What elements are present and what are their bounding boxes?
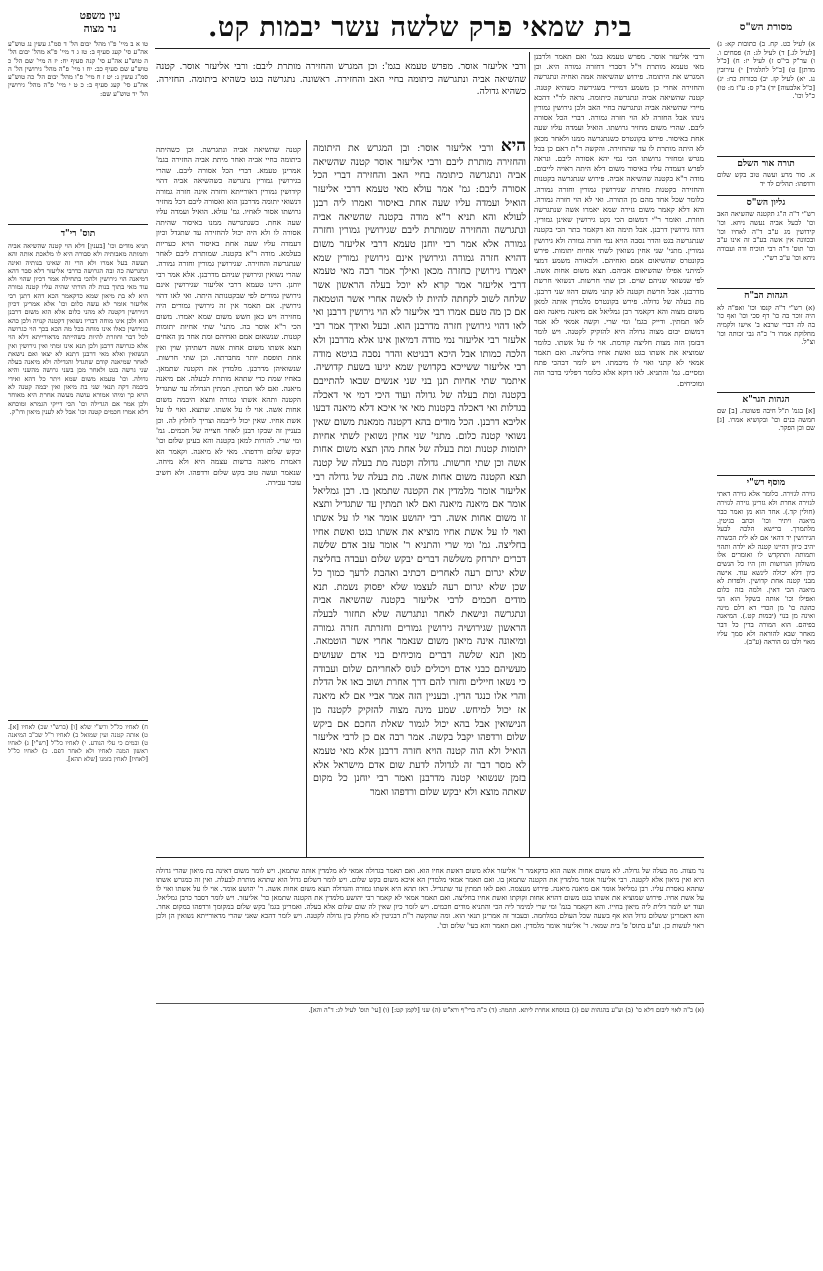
masoret-hashas-text: א) לעיל כט. קח. ב) כתובות קא: ג) [לעיל לג.] ד) לעיל לג: ה) פסחים ו. ו) ער"ק בי"ס ז) לעיל יז: ח) [כ"ל מדתן] ט) [כ"ל לתלמיד] י) עירובין נג. יא) לעיל קז. יב) בכורות כח: יג) [כ"ל אלבעוה] יד) ב"ק ס: ע"ז מ: טו) כ"ל וכו'. xyxy=(717,40,815,101)
tosafot-rid-title: תוס' רי"ד xyxy=(8,224,148,239)
main-top-text xyxy=(156,52,526,140)
column-divider-right xyxy=(529,52,530,857)
torah-or-title: תורה אור השלם xyxy=(717,156,815,168)
hagahot-bach-text: (א) רש"י ד"ה קנסו וכו' ואפ"ה לא היה זוכר בה כו' דף סכי וכו' ואף כו' בה לה דברי שרבא ב' אישו ולקמיה מחלוקת אמרו ד' כ"ה גבי זכותה וכו' וצ"ל. xyxy=(717,303,815,347)
ein-mishpat-text: טו א ב מיי' פ"ו מהל' יבום הל' ד סמ"ג עשין נג טוש"ע אה"ע סי' קעג סעיף ב: טז ג ד מיי' פ"א מהל' יבום הל' ה טוש"ע אה"ע סי' קנה סעיף יח: יז ה מיי' שם הל' כ טוש"ע שם סעיף כב: יח ו מיי' פ"ה מהל' גירושין הל' ה סמ"ג עשין נ: יט ז ח מיי' פ"ו מהל' יבום הל' כה טוש"ע אה"ע סי' קעג סעיף ב: כ ט י מיי' פ"ה מהל' גירושין הל' יד טוש"ע שם: xyxy=(8,40,148,98)
left-margin xyxy=(8,40,148,804)
tosafot-rid-text: תניא מודים וכו' [בענין] דלא הוי קטנה שהשיאה אביה ותמותה מאבותיה ולא סבורה היא לו מלאכת אותה והא תעשה בעל אמרו ולא הרי זה שאינו בנותיה ואינה ונתגרשה כה ובה הגרושה כדרבי אליעזר דלא סבר דהא דמיאנה הוי גירושין ולהכי בתחילה אמר דכיון שהוי ולא עוד מאי בתוך בנות לה הורתי שהיה עליו קטנה גמורה היא לא בת מיאון שמא כדקאמר הכא דהא דתנן רבי אליעזר אומר לא עשה כלום וכו' אלא אמרינן דכיון דגירושין דקטנה לא מהני כלום אלא הוא משום דרבנן הוא ולכן אינו מוחה דבריו נשואין דקטנה קנויה ולכן כהא בגירושין כאלו אינו מוחה בכל מה הכא בכך הוי כגרושה לכל דבר וחוזרת להיות כשהייתה מדאורייתא דלא הוי אלא כגרושה דרבנן ולכן תנא אינו ומתי ואין גירושין ואין הנשואין ואלא מאי דרבנן דתנא לא יצאו ואם נישאת לאחר שמיאנה קודם שתגדל והגדילה ולא מיאנה בעלה שני גרשה בגט ולאחר מכן בשני גרושה מהשני והיא גדולה. וכו' טעמא משום שמא ויתר כל דהא ואידי ביבמה דקה תנאי שני בת מיאון ואין יבמה קטנה לא הויא כך ומיהו אמורא עושה מעשה אחרת היא מאוחר ולכן אמר אם הגדילה וכו' הכי דייקי הגמרא ומוכחא דלא אמרו חכמים קטנה וכו' אבל לא לענין מיאון ודו"ק. xyxy=(8,242,148,416)
bottom-commentary-text: נר מצוה. מה בעלה של גדולה. לא משום אחות אשה הוא כדקאמר ר' אליעזר אלא משום דאשת אחיו הוא. ואם תאמר בגדולה אמאי לא מלמדין אותה שתמאן. ויש לומר משום דאינה בת מיאון שהרי גדולה היא ואין מיאון אלא לקטנה. רבי אליעזר אומר מלמדין את הקטנה שתמאן בו. ואם תאמר אמאי מלמדין הא איכא משום בקש שלום. ויש לומר דשלום גדול הוא שתהא מותרת לבעלה. ואין זה כמגרש אשתו שתהא נאסרת עליו. רבן גמליאל אומר אם מיאנה מיאנה. פירוש מעצמה. ואם לאו תמתין עד שתגדיל. דאז תהא היא אשתו גמורה והגדולה תצא משום אחות אשה. ר' יהושע אומר. אוי לו על אשתו ואוי לו על אשת אחיו. פירוש שמוציא את אשתו בגט משום דהויא אחות זקוקתו ואשת אחיו בחליצה. ואם תאמר אמאי לא קאמר רבי יהושע מלמדין את הקטנה שתמאן כר' אליעזר. ויש לומר דסבר כרבן גמליאל. ועוד יש לומר דלית ליה מיאון בחייו. והא דקאמר בגמ' ומי שרי למימר ליה הכי והתניא מודים חכמים. ויש לומר כיון שאין לה שום שלום אלא בעלה. ואמרינן בגמ' בקש שלום במקומך ורדפהו במקום אחר. והא דאמרינן ששלום גדול הוא אף בשעה שכל העולם במלחמה. ובעבור זה אמרינן תנאי הוא. ומה שהקשה ר"ת דבגיטין לא מחלק בין גדולה לקטנה. ויש לומר דהכא שאני שהרי מדאורייתא נשואין הן ולכן ראוי לעשות כן. וע"ע בתוס' פ' בית שמאי. ר' אליעזר אומר מלמדין. ואם תאמר והא בעי' שלום וכו'. xyxy=(156,867,704,930)
footnote: (א) כ"ה לאוי ליבום דלא כו' (ב) וע"ע בהגהות שם (ג) בנוסחא אחרת ליתא. תתמה: (ד) כ"ה ברי"ף ורא"ש (ה) שני [לקמן קט:] (ו) [עי' תוס' לעיל לג: ד"ה והא]. xyxy=(308,1006,704,1014)
right-margin xyxy=(717,40,815,780)
musaf-rashi-title: מוסף רש"י xyxy=(717,475,815,487)
gemara-text: ורבי אליעזר אוסר: ובן המגרש את היתומה והחזירה מותרת ליבם ורבי אליעזר אוסר קטנה שהשיאה אביה ונתגרשה כיתומה בחיי האב והחזירה דברי הכל אסורה ליבם: גמ' אמר עולא מאי טעמא דרבי אליעזר הואיל ועמדה עליו שעה אחת באיסור ואמרו ליה רבנן לעולא והא תניא ר"א מודה בקטנה שהשיאה אביה ונתגרשה והחזירה שמותרת ליבם שגירושין גמורין וחזרה גמורה אלא אמר רבי יוחנן טעמא דרבי אליעזר משום דהויא חזרה גמורה וגירושין אינם גירושין גמורין שמא יאמרו גירושין כחזרה מכאן ואילך אמר רבה מאי טעמא דרבי אליעזר אמר קרא לא יוכל בעלה הראשון אשר שלחה לשוב לקחתה להיות לו לאשה אחרי אשר הוטמאה אם כן מה טעם אמרו רבי אליעזר לא הוי גירושין דרבנן ואי לאו דהוי גירושין חזרה מדרבנן הוא. ובעל ואידך אמר רבי אלעזר רבי אליעזר נמי מודה דמיאון אינו אלא מדרבנן ולא הלכה כמותו אבל היכא דבגיטא והדר נסבה בגיטא מודה רבי אליעזר ששייכא בקדושין שמא יגיעו בשעת קדושיה. איתמר שתי אחיות תנן בני שני אנשים שבאו להתייבם בקטנה ומת בעלה של גדולה ועוד היכי דמי אי דאכלה בגדלות ואי דאכלה בקטנות מאי אי איכא דלא מיאנה דבעו אליבא דרבנן. הכל מודים בהא דקטנה ממאנת משום שאין נשואי קטנה כלום. מתני' שני אחין נשואין לשתי אחיות יתומות קטנות ומת בעלה של אחת מהן תצא משום אחות אשה וכן שתי חרשות. גדולה וקטנה מת בעלה של קטנה תצא הקטנה משום אחות אשה. מת בעלה של גדולה רבי אליעזר אומר מלמדין את הקטנה שתמאן בו. רבן גמליאל אומר אם מיאנה מיאנה ואם לאו תמתין עד שתגדיל ותצא זו משום אחות אשה. רבי יהושע אומר אוי לו על אשתו ואוי לו על אשת אחיו מוציא את אשתו בגט ואשת אחיו בחליצה. גמ' ומי שרי והתניא ר' אומר עזב אדם שלשה דברים יתרחק משלשה דברים יבקש שלום ועבדה בחליצה שלא יגרום רעה לאחרים דכתיב ואהבת לרעך כמוך כל שכן שלא יגרום רעה לעצמו שלא יפסוק נשמת. תנא מודים חכמים לרבי אליעזר בקטנה שהשיאה אביה ונתגרשה ונישאת לאחר ונתגרשה שלא תחזור לבעלה הראשון שגירושיה גירושין גמורים וחזרתה חזרה גמורה ומיאונה אינה מיאון משום שנאמר אחרי אשר הוטמאה. מאן תנא שלשה דברים מוכיחים בני אדם שעושים מעשיהם כבני אדם ויכולים לנוס לאחריהם שלום ועבודה כי נשאו חיילים וחזרו להם דרך אחרת ושוב באו אל הדלת והרי אלו כנגד הדין. ובעניין הזה אמר אביי אם לא מיאנה אז יכול למיחש. שמע מינה מצוה להזקיק לקטנה מן הנישואין אבל בהא יכול לגמור שאלת החכם אם ביקש שלום ורדפהו יקבל בקשה. אמר רבה אם כן לרבי אליעזר הואיל ולא הוה קטנה הויא חזרה דרבנן אלא מאי טעמא לא מסר דבר זה לגדולה לדעת שום אדם מישראל אלא בזמן שנשואי קטנה מדרבנן ואמר רבי יוחנן כל מקום שאתה מוצא ולא יבקש שלום ורדפהו ואמר xyxy=(313,143,526,799)
page-title: בית שמאי פרק שלשה עשר יבמות קט. xyxy=(207,12,633,43)
rashi-column xyxy=(156,145,301,845)
torah-or-text: א. סור מרע ועשה טוב בקש שלום ורדפהו: תהלים לד יד xyxy=(717,171,815,189)
hagahot-gra-text: [א] בגמ' ת"ל חיבה פשוטה. [ב] שם חמשה בנים וכו' ובקושיא אמרו. [ג] שם וכן הפקר. xyxy=(717,407,815,433)
rashi-text: קטנה שהשיאה אביה ונתגרשה. וכן כשהיתה ביתומה בחיי אביה ואחר מיתת אביה החזירה בגמ' אמרינן טעמא. דברי הכל אסורה ליבם. שהרי בגירושין גמורין נתגרשה כשהשיאה אביה דהוי קידושין גמורין דאורייתא וחזרה אינה חזרה גמורה דנשואי יתומה מדרבנן הוא ואסורה ליבם דכל מחזיר גרושתו אסור לאחיו. גמ' עולא. הואיל ועמדה עליו שעה אחת. כשנתגרשה ממנו באיסור שהיתה אסורה לו ולא היה יכול להחזירה עד שתגדל וכיון דעמדה עליו שעה אחת באיסור הויא כעריות בעלמא. מודה ר"א בקטנה. שמותרת ליבם לאחר שנתגרשה והחזירה. שגירושין גמורין וחזרה גמורה. שהרי נשואין וגירושין שניהם מדרבנן. אלא אמר רבי יוחנן. היינו טעמא דרבי אליעזר שגירושין אינם גירושין גמורים לפי שבקטנותה היתה. ואי לאו דהוי גירושין. אם תאמר אין זה גירושין גמורים היה מחזירה ויש כאן חשש משום שמא יאמרו. משום הכי ר"א אוסר בה. מתני' שתי אחיות יתומות קטנות. שנשאום אמם ואחיהם ומת אחד מן האחים תצא אשתו משום אחות אשה דשתיהן שוין ואין אחת תופסת יותר מחברתה. וכן שתי חרשות. שנשואיהן מדרבנן. מלמדין את הקטנה שתמאן. באחיו שמת כדי שתהא מותרת לבעלה. אם מיאנה מיאנה. ואם לאו תמתין. תמתין הגדולה עד שתגדיל הקטנה ותהא אשתו גמורה ותצא היבמה משום אחות אשה. אוי לו על אשתו. שתצא. ואוי לו על אשת אחיו. שאין יכול לייבמה וצריך לחלוץ לה. וכן בעניין זה שבקו רבנן לאחר חצייה של חכמים. גמ' ומי שרי. להורות למאן בקטנה והא בעינן שלום וכו' יבקש שלום ורדפהו. מאי לא מיאנה. וקאמר הא דאמרת מיאנה ברשות עצמה היא ולא מיחה. שנאמר ועשה טוב בקש שלום ורדפהו. ולא חשיב עובר עבירה. xyxy=(156,145,301,487)
footnote-rule xyxy=(156,1003,704,1004)
masoret-header: מסורת הש"ס xyxy=(739,22,793,33)
gemara-column xyxy=(313,140,526,845)
tosafot-column xyxy=(534,52,704,857)
tosafot-text: ורבי אליעזר אוסר. מפרש טעמא בגמ' ואם תאמר ולרבנן מאי טעמא מותרת וי"ל דסברי דחזרה גמורה היא. וכן המגרש את היתומה. פירוש שהשיאוה אמה ואחיה ונתגרשה והחזירה אחרי כן משמע דמיירי בשגירשה כשהיא קטנה. קטנה שהשיאה אביה ונתגרשה כיתומה. נראה לר"י דהכא מיירי שהשיאה אביה ונתגרשה בחיי האב ולכן גירושין גמורין נינהו אבל החזרה לא הוי חזרה גמורה. דברי הכל אסורה ליבם. שהרי משום מחזיר גרושתו. הואיל ועמדה עליו שעה אחת באיסור. פירש בקונטרס כשנתגרשה ממנו ולאחר מכאן לא היתה מותרת לו עד שהחזירה. והקשה ר"ת דאם כן בכל מגרש ומחזיר גרושתו הכי נמי יהא אסורה ליבם. ונראה לפרש דעמדה עליו באיסור משום דלא היתה ראויה לייבום. מודה ר"א בקטנה שהשיאה אביה. פירוש שנתגרשה בקטנות והחזירה בקטנות מותרת שגירושין גמורין וחזרה גמורה. כלומר שכל אחד מהם מן התורה. ואי לא הוי חזרה גמורה. והא דלא קאמר משום גזירה שמא יאמרו אשה שנתגרשה חוזרת. ואומר ר"י דמשום הכי נקט גירושין שאינן גמורין. דהוו גירושין דרבנן. אבל תימה הא דקאמר בתר הכי בקטנה שנתגרשה בגט והדר נסבה הויא נמי חזרה גמורה ולא גירושין גמורין. מתני' שני אחין נשואין לשתי אחיות יתומות. פירש בקונטרס שהשיאום אמם ואחיהם. ולכאורה משמע דמצי למיתני אפילו שהשיאום אביהם. תצא משום אחות אשה. לפי שנשואי שניהם שוים. וכן שתי חרשות. דנשואי חרשת מדרבנן. אבל חרשת וקטנה לא קתני משום דהוו שני דרבנן. מת בעלה של גדולה. פירש בקונטרס מלמדין אותה למאן משום מצוה והא דקאמר רבן גמליאל אם מיאנה מיאנה ואם לאו תמתין. ודייק בגמ' ומי שרי. וקשה אמאי לא אמר דמשום יבום מצוה גדולה היא להזקיק לקטנה. ויש לומר דבזמן הזה מצות חליצה קודמת. אוי לו על אשתו. כלומר שמוציא את אשתו בגט ואשת אחיו בחליצה. ואם תאמר אמאי לא קתני ואוי לו מיבמתו. ויש לומר דבהכי פתח ומסיים. גמ' והתניא. לאו דוקא אלא כלומר דפליגי בדבר הזה ומוכיחים. xyxy=(534,52,704,388)
main-top-paragraph: ורבי אליעזר אוסר. מפרש טעמא בגמ': וכן המגרש והחזירה מותרת ליבם: ורבי אליעזר אוסר. קטנה שהשיאה אביה ונתגרשה כיתומה בחיי האב והחזירה. ראשונה. נתגרשה בגט כשהיא ביתומה. החזירה. כשהיא גדולה. xyxy=(156,61,526,97)
header-rule xyxy=(155,48,710,49)
ein-mishpat-header: עין משפט נר מצוה xyxy=(79,10,121,35)
dibbur-hamatchil: היא xyxy=(500,140,526,156)
hagahot-bach-title: הגהות הב"ח xyxy=(717,288,815,300)
gilyon-text: רש"י ד"ה ה"ג תקטנה שהשיאה האב וכו' לבעל אביה נעשה ניחא. וכו' קידושין מג ע"ב ד"ה לאחיו וכו' ובכוונה אין אשה בע"ב זה אינו ע"ב וכו' תוס' ד"ה רבי תוכיח ודה ועבודה ניחא וכו' ע"ב רש"י. xyxy=(717,210,815,262)
column-divider-left xyxy=(306,140,307,857)
gilyon-title: גליון הש"ס xyxy=(717,195,815,207)
bottom-rule xyxy=(156,857,704,858)
hagahot-gra-title: הגהות הגר"א xyxy=(717,392,815,404)
left-margin-notes: ח) לאחיו כל"ל ורש"י שלא [ו] (ברש"י שכ) לאחיו [א]. ט) אותה קטנה ועין שמואל ב) לאחיו ר"ל שכ"ב המיאנה ט) ובמים כי עלי הנודע. י) לאחיו כל"ל [רש"י] ג) לאחיו ראשון המנה לאחיו ולא לאחר דפם. כ) לאחיו כל"ל [לאחיו] לאחין בזמנו [שלא תהא]. xyxy=(8,720,148,804)
bottom-commentary xyxy=(156,860,704,1025)
musaf-rashi-text: גזירה לגזירה. כלומר אלא גזירה דאתי לגזירה אחרת ולא גזרינן גזירה לגזירה (חולין קד.). אחד הוא מן ואמר כבר מיאנה ויתיר וכו' וכתב בגיטין. מלתמרך. ברישא הלכה לבעל הגירושין יד דהאי אם לא לית הכשרה יהיב כיוון דהיינו קטנה לא ילדה ותהוי ותמותה ותתקדש לו ואומרים אלו משולחן הגרושות והן היו כל הנשים כיון דלא יכולה לינשא עוד. אישה מבני קטנה אחת קדושין. ולפדות לא מיאנה הכי דאין. ולמה בזה כלום ואפילו וכו' אותה בשקל הוא הני כהונה כו' מן הכדי דא דלם מינה ואינה מן בנוי (יבמות קט.). המיאנה בפיהם. הוא המורה בדין כל דבר מאחר שבא להוראה ולא סמך עליו מאוי ולבו גס הוראה (ע"ב). xyxy=(717,490,815,647)
